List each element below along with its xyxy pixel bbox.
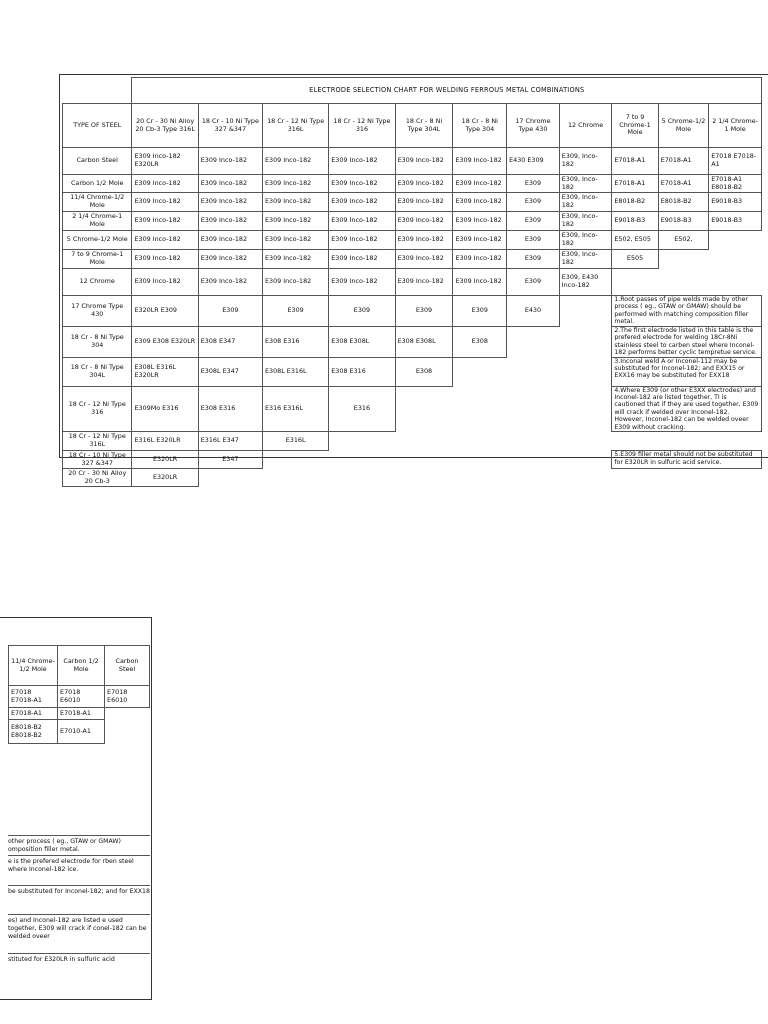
- row-label: 18 Cr - 10 Ni Type 327 &347: [63, 451, 132, 469]
- electrode-cell: E309 Inco-182: [262, 212, 328, 231]
- electrode-cell: E309: [507, 250, 560, 269]
- electrode-cell: E309 Inco-182: [329, 193, 395, 212]
- electrode-cell: E502,: [658, 231, 709, 250]
- electrode-cell: E7018-A1: [612, 148, 658, 175]
- electrode-table: [62, 77, 762, 487]
- electrode-cell: E309 Inco-182: [198, 212, 262, 231]
- electrode-cell: E309 Inco-182: [329, 269, 395, 296]
- column-header: 5 Chrome-1/2 Mole: [658, 104, 709, 148]
- electrode-cell: E309: [329, 296, 395, 327]
- electrode-cell: E7018 E6010: [58, 686, 105, 708]
- electrode-cell: E309 Inco-182: [453, 175, 507, 193]
- electrode-cell: E9018-B3: [709, 212, 762, 231]
- electrode-cell: E505: [612, 250, 658, 269]
- electrode-cell: E7018-A1 E8018-B2: [709, 175, 762, 193]
- electrode-cell: E309, Inco-182: [559, 148, 612, 175]
- electrode-cell: E316 E316L: [262, 386, 328, 432]
- table-row: [63, 212, 762, 231]
- column-header: 18 Cr - 12 Ni Type 316: [329, 104, 395, 148]
- electrode-cell: E502, E505: [612, 231, 658, 250]
- column-header: 11/4 Chrome-1/2 Mole: [9, 646, 58, 686]
- electrode-cell: [105, 720, 150, 744]
- electrode-cell: E309: [198, 296, 262, 327]
- electrode-cell: E309 Inco-182: [395, 148, 453, 175]
- electrode-cell: E309 Inco-182: [262, 193, 328, 212]
- electrode-cell: E309Mo E316: [132, 386, 198, 432]
- electrode-cell: E308L E316L E320LR: [132, 357, 198, 386]
- electrode-cell: E309 Inco-182: [198, 231, 262, 250]
- electrode-cell: E309: [453, 296, 507, 327]
- chart-title: ELECTRODE SELECTION CHART FOR WELDING FERROUS METAL COMBINATIONS: [132, 78, 762, 104]
- row-label: 17 Chrome Type 430: [63, 296, 132, 327]
- electrode-cell: E320LR: [132, 469, 198, 487]
- electrode-cell: [105, 708, 150, 720]
- electrode-cell: E309 Inco-182: [132, 250, 198, 269]
- electrode-cell: E9018-B3: [612, 212, 658, 231]
- electrode-cell: E7018-A1: [9, 708, 58, 720]
- electrode-cell: E309, Inco-182: [559, 231, 612, 250]
- electrode-cell: E309 Inco-182: [395, 250, 453, 269]
- electrode-cell: E309 Inco-182: [329, 250, 395, 269]
- note: other process ( eg., GTAW or GMAW) omposition filler metal.: [8, 835, 150, 854]
- electrode-cell: E8018-B2 E8018-B2: [9, 720, 58, 744]
- electrode-cell: E309: [507, 212, 560, 231]
- table-row: [9, 708, 150, 720]
- row-label: 18 Cr - 12 Ni Type 316L: [63, 432, 132, 451]
- electrode-cell: E316: [329, 386, 395, 432]
- electrode-cell: E309 Inco-182: [132, 193, 198, 212]
- electrode-cell: E309 Inco-182: [329, 148, 395, 175]
- electrode-cell: E309 Inco-182: [395, 269, 453, 296]
- electrode-cell: E309 Inco-182: [198, 148, 262, 175]
- electrode-cell: E8018-B2: [612, 193, 658, 212]
- electrode-cell: E7010-A1: [58, 720, 105, 744]
- electrode-cell: E7018-A1: [612, 175, 658, 193]
- note: 3.Inconal weld A or Inconel-112 may be substituted for Inconel-182; and EXX15 or EXX16 may be substituted for EXX18: [612, 357, 762, 386]
- table-row: [63, 193, 762, 212]
- table-row: [63, 148, 762, 175]
- electrode-cell: E309 Inco-182: [198, 193, 262, 212]
- note: stituted for E320LR in sulfuric acid: [8, 953, 150, 964]
- electrode-cell: E308 E347: [198, 326, 262, 357]
- electrode-cell: E309: [507, 269, 560, 296]
- electrode-cell: E309 Inco-182: [132, 269, 198, 296]
- note: be substituted for Inconel-182; and for EXX18: [8, 885, 150, 896]
- electrode-cell: E309 Inco-182: [395, 231, 453, 250]
- electrode-cell: E309 Inco-182: [262, 231, 328, 250]
- electrode-cell: E309 Inco-182: [262, 250, 328, 269]
- electrode-cell: E309: [395, 296, 453, 327]
- electrode-cell: E316L E347: [198, 432, 262, 451]
- electrode-cell: E320LR: [132, 451, 198, 469]
- electrode-cell: E309 Inco-182: [198, 250, 262, 269]
- electrode-cell: E7018 E6010: [105, 686, 150, 708]
- row-label: 18 Cr - 8 Ni Type 304: [63, 326, 132, 357]
- note: 4.Where E309 (or other E3XX electrodes) and Inconel-182 are listed together, TI is cautioned that if they are used together, E309 will crack if welded over Inconel-182. However, Inconel-182 can be welded oveer E309 without cracking.: [612, 386, 762, 432]
- table-row: [63, 432, 762, 451]
- electrode-cell: E308 E308L: [395, 326, 453, 357]
- electrode-cell: E309 Inco-182: [329, 212, 395, 231]
- column-header: 20 Cr - 30 Ni Alloy 20 Cb-3 Type 316L: [132, 104, 198, 148]
- electrode-cell: E309 Inco-182: [262, 148, 328, 175]
- electrode-cell: E7018-A1: [658, 175, 709, 193]
- electrode-cell: E430 E309: [507, 148, 560, 175]
- table-row: [63, 269, 762, 296]
- electrode-cell: E309: [507, 193, 560, 212]
- row-label: 12 Chrome: [63, 269, 132, 296]
- electrode-cell: E309 E308 E320LR: [132, 326, 198, 357]
- column-header: 17 Chrome Type 430: [507, 104, 560, 148]
- continuation-table: [8, 645, 150, 744]
- electrode-cell: E308L E316L: [262, 357, 328, 386]
- electrode-cell: E309 Inco-182: [132, 212, 198, 231]
- table-row: [63, 296, 762, 327]
- electrode-cell: E430: [507, 296, 560, 327]
- row-label: Carbon Steel: [63, 148, 132, 175]
- electrode-cell: E309, Inco-182: [559, 193, 612, 212]
- electrode-cell: E308 E316: [262, 326, 328, 357]
- electrode-cell: E309 Inco-182: [395, 193, 453, 212]
- column-header: Carbon 1/2 Mole: [58, 646, 105, 686]
- table-row: [63, 175, 762, 193]
- electrode-cell: E309 Inco-182: [198, 175, 262, 193]
- electrode-cell: E316L E320LR: [132, 432, 198, 451]
- electrode-cell: E309 Inco-182: [453, 148, 507, 175]
- row-label: 2 1/4 Chrome-1 Mole: [63, 212, 132, 231]
- electrode-cell: E309 Inco-182: [132, 175, 198, 193]
- electrode-cell: E309 Inco-182: [395, 175, 453, 193]
- electrode-cell: E7018-A1: [658, 148, 709, 175]
- electrode-cell: E308L E347: [198, 357, 262, 386]
- column-header: 18 Cr - 8 Ni Type 304: [453, 104, 507, 148]
- electrode-cell: E309 Inco-182: [453, 269, 507, 296]
- table-row: [63, 386, 762, 432]
- table-row: [63, 451, 762, 469]
- electrode-cell: E309 Inco-182: [262, 269, 328, 296]
- column-header: 2 1/4 Chrome- 1 Mole: [709, 104, 762, 148]
- row-label: 20 Cr - 30 Ni Alloy 20 Cb-3: [63, 469, 132, 487]
- electrode-cell: E309: [507, 231, 560, 250]
- row-label: 11/4 Chrome-1/2 Mole: [63, 193, 132, 212]
- chart-continuation: [8, 617, 150, 999]
- column-header: Carbon Steel: [105, 646, 150, 686]
- electrode-cell: E308 E316: [329, 357, 395, 386]
- electrode-cell: E309: [507, 175, 560, 193]
- note: e is the prefered electrode for rben steel where Inconel-182 ice.: [8, 855, 150, 874]
- note: 2.The first electrode listed in this table is the prefered electrode for welding 18Cr-8Ni stainless steel to carben steel where Inconel-182 performs better cyclic tempretue service.: [612, 326, 762, 357]
- electrode-cell: E309 Inco-182 E320LR: [132, 148, 198, 175]
- column-header: 18 Cr - 12 Ni Type 316L: [262, 104, 328, 148]
- note: es) and Inconel-182 are listed e used together, E309 will crack if conel-182 can be welded oveer: [8, 914, 150, 940]
- table-row: [9, 720, 150, 744]
- note: 5.E309 filler metal should not be substituted for E320LR in sulfuric acid service.: [612, 451, 762, 469]
- column-header: 18 Cr - 8 Ni Type 304L: [395, 104, 453, 148]
- electrode-cell: E309, Inco-182: [559, 212, 612, 231]
- electrode-cell: E309 Inco-182: [453, 193, 507, 212]
- electrode-cell: E7018 E7018-A1: [9, 686, 58, 708]
- row-label: 5 Chrome-1/2 Mole: [63, 231, 132, 250]
- electrode-cell: E308: [395, 357, 453, 386]
- electrode-cell: E308: [453, 326, 507, 357]
- electrode-cell: E347: [198, 451, 262, 469]
- electrode-cell: E309 Inco-182: [329, 231, 395, 250]
- electrode-cell: E309 Inco-182: [453, 250, 507, 269]
- row-label: 18 Cr - 12 Ni Type 316: [63, 386, 132, 432]
- electrode-cell: E309, Inco-182: [559, 175, 612, 193]
- header-type-of-steel: TYPE OF STEEL: [63, 104, 132, 148]
- electrode-cell: E8018-B2: [658, 193, 709, 212]
- electrode-cell: E7018 E7018-A1: [709, 148, 762, 175]
- electrode-cell: E308 E308L: [329, 326, 395, 357]
- electrode-cell: E309, E430 Inco-182: [559, 269, 612, 296]
- electrode-cell: E9018-B3: [709, 193, 762, 212]
- electrode-chart: [62, 77, 768, 485]
- electrode-cell: E309 Inco-182: [132, 231, 198, 250]
- electrode-cell: E309 Inco-182: [395, 212, 453, 231]
- electrode-cell: E7018-A1: [58, 708, 105, 720]
- electrode-cell: E308 E316: [198, 386, 262, 432]
- column-header: 7 to 9 Chrome-1 Mole: [612, 104, 658, 148]
- row-label: 7 to 9 Chrome-1 Mole: [63, 250, 132, 269]
- electrode-cell: E309 Inco-182: [453, 231, 507, 250]
- table-row: [63, 250, 762, 269]
- table-row: [9, 686, 150, 708]
- table-row: [63, 357, 762, 386]
- table-row: [63, 469, 762, 487]
- row-label: 18 Cr - 8 Ni Type 304L: [63, 357, 132, 386]
- electrode-cell: E309 Inco-182: [453, 212, 507, 231]
- row-label: Carbon 1/2 Mole: [63, 175, 132, 193]
- electrode-cell: E316L: [262, 432, 328, 451]
- electrode-cell: E309 Inco-182: [329, 175, 395, 193]
- electrode-cell: E309 Inco-182: [262, 175, 328, 193]
- column-header: 18 Cr - 10 Ni Type 327 &347: [198, 104, 262, 148]
- electrode-cell: E9018-B3: [658, 212, 709, 231]
- note: 1.Root passes of pipe welds made by other process ( eg., GTAW or GMAW) should be performed with matching composition filler metal.: [612, 296, 762, 327]
- electrode-cell: E309: [262, 296, 328, 327]
- electrode-cell: E309, Inco-182: [559, 250, 612, 269]
- table-row: [63, 231, 762, 250]
- column-header: 12 Chrome: [559, 104, 612, 148]
- electrode-cell: E309 Inco-182: [198, 269, 262, 296]
- electrode-cell: E320LR E309: [132, 296, 198, 327]
- table-row: [63, 326, 762, 357]
